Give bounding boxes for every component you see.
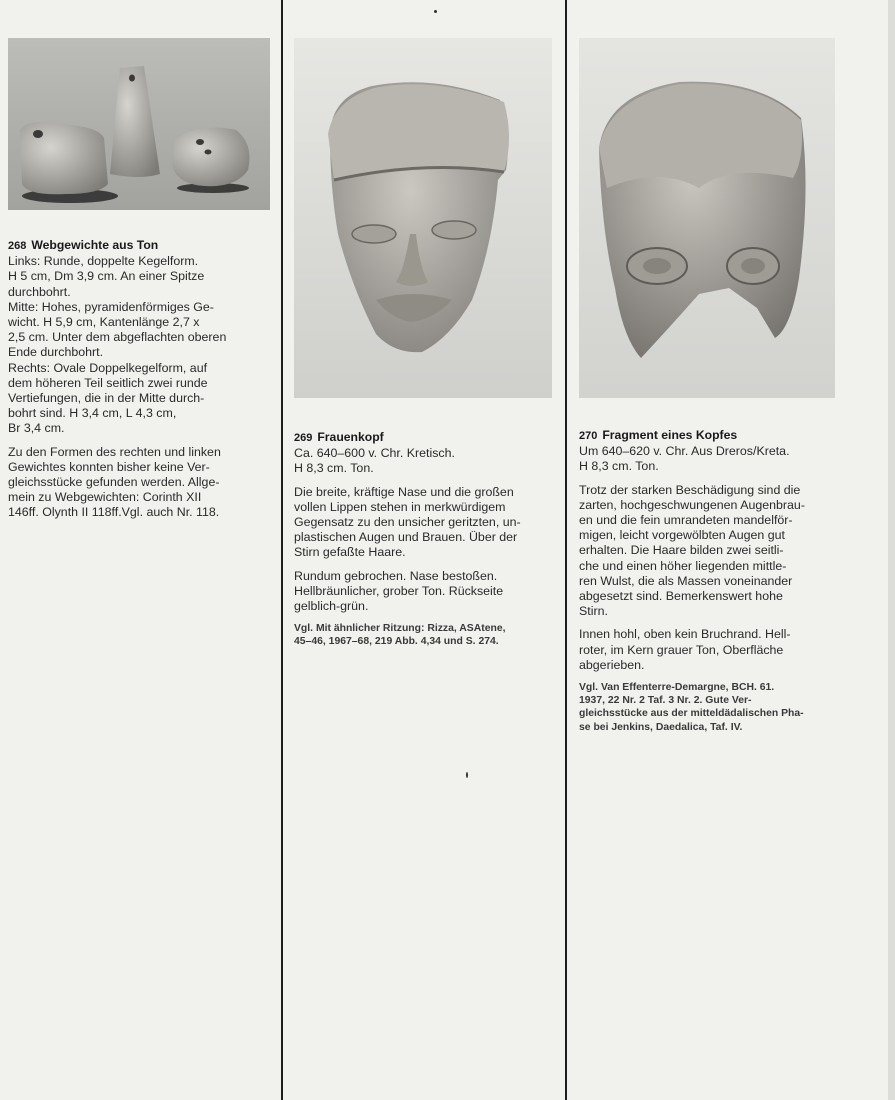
entry-268 <box>8 238 276 521</box>
column-rule-right <box>565 0 567 1100</box>
entry-270-reference <box>579 681 843 734</box>
entry-270-condition <box>579 627 843 673</box>
text-line: H 5 cm, Dm 3,9 cm. An einer Spitze <box>8 269 205 284</box>
text-line: Gegensatz zu den unsicher geritzten, un- <box>294 515 521 530</box>
entry-270 <box>579 428 843 734</box>
entry-269-reference <box>294 622 558 648</box>
reference-line: gleichsstücke aus der mitteldädalischen Pha- <box>579 708 804 720</box>
photo-loom-weights <box>8 38 270 210</box>
text-line: gleichsstücke gefunden werden. Allge- <box>8 475 220 490</box>
entry-title: Frauenkopf <box>317 430 384 444</box>
page-edge <box>888 0 895 1100</box>
reference-line: se bei Jenkins, Daedalica, Taf. IV. <box>579 721 743 733</box>
text-line: Br 3,4 cm. <box>8 421 65 436</box>
entry-title: Fragment eines Kopfes <box>602 428 738 442</box>
text-line: Die breite, kräftige Nase und die großen <box>294 484 514 499</box>
text-line: bohrt sind. H 3,4 cm, L 4,3 cm, <box>8 406 177 421</box>
text-line: H 8,3 cm. Ton. <box>294 461 374 476</box>
print-speck <box>466 772 468 778</box>
entry-title-line <box>294 430 558 446</box>
entry-269-description <box>294 485 558 561</box>
entry-title-line <box>579 428 843 444</box>
catalog-number: 268 <box>8 240 27 252</box>
catalog-number: 269 <box>294 432 313 444</box>
text-line: Innen hohl, oben kein Bruchrand. Hell- <box>579 627 791 642</box>
text-line: Rechts: Ovale Doppelkegelform, auf <box>8 360 208 375</box>
text-line: Links: Runde, doppelte Kegelform. <box>8 254 199 269</box>
print-speck <box>434 10 437 13</box>
entry-269-condition <box>294 569 558 615</box>
reference-line: 1937, 22 Nr. 2 Taf. 3 Nr. 2. Gute Ver- <box>579 695 752 707</box>
entry-270-description <box>579 483 843 620</box>
text-line: dem höheren Teil seitlich zwei runde <box>8 375 208 390</box>
text-line: ren Wulst, die als Massen voneinander <box>579 573 793 588</box>
text-line: zarten, hochgeschwungenen Augenbrau- <box>579 497 805 512</box>
text-line: Mitte: Hohes, pyramidenförmiges Ge- <box>8 299 214 314</box>
text-line: gelblich-grün. <box>294 599 369 614</box>
reference-line: Vgl. Mit ähnlicher Ritzung: Rizza, ASAtene, <box>294 623 506 635</box>
text-line: abgerieben. <box>579 657 645 672</box>
photo-woman-head <box>294 38 552 398</box>
text-line: Rundum gebrochen. Nase bestoßen. <box>294 568 498 583</box>
entry-268-commentary <box>8 445 276 521</box>
text-line: en und die fein umrandeten mandelför- <box>579 513 793 528</box>
text-line: Stirn. <box>579 604 608 619</box>
text-line: Stirn gefaßte Haare. <box>294 545 406 560</box>
text-line: Ende durchbohrt. <box>8 345 104 360</box>
entry-268-header <box>8 238 276 437</box>
text-line: Trotz der starken Beschädigung sind die <box>579 482 801 497</box>
text-line: Zu den Formen des rechten und linken <box>8 444 221 459</box>
reference-line: Vgl. Van Effenterre-Demargne, BCH. 61. <box>579 682 775 694</box>
entry-269-header <box>294 430 558 477</box>
entry-269 <box>294 430 558 649</box>
entry-270-header <box>579 428 843 475</box>
column-rule-left <box>281 0 283 1100</box>
text-line: durchbohrt. <box>8 284 71 299</box>
text-line: Gewichtes konnten bisher keine Ver- <box>8 459 210 474</box>
text-line: H 8,3 cm. Ton. <box>579 459 659 474</box>
entry-title-line <box>8 238 276 254</box>
text-line: mein zu Webgewichten: Corinth XII <box>8 490 202 505</box>
text-line: abgesetzt sind. Bemerkenswert hohe <box>579 589 783 604</box>
text-line: roter, im Kern grauer Ton, Oberfläche <box>579 642 784 657</box>
text-line: plastischen Augen und Brauen. Über der <box>294 530 518 545</box>
text-line: Um 640–620 v. Chr. Aus Dreros/Kreta. <box>579 444 790 459</box>
text-line: Hellbräunlicher, grober Ton. Rückseite <box>294 583 504 598</box>
text-line: che und einen höher liegenden mittle- <box>579 558 787 573</box>
photo-head-fragment <box>579 38 835 398</box>
text-line: migen, leicht vorgewölbten Augen gut <box>579 528 785 543</box>
text-line: wicht. H 5,9 cm, Kantenlänge 2,7 x <box>8 315 200 330</box>
text-line: 2,5 cm. Unter dem abgeflachten oberen <box>8 330 227 345</box>
text-line: erhalten. Die Haare bilden zwei seitli- <box>579 543 784 558</box>
text-line: vollen Lippen stehen in merkwürdigem <box>294 499 506 514</box>
text-line: Ca. 640–600 v. Chr. Kretisch. <box>294 446 455 461</box>
entry-title: Webgewichte aus Ton <box>31 238 159 252</box>
catalog-number: 270 <box>579 430 598 442</box>
reference-line: 45–46, 1967–68, 219 Abb. 4,34 und S. 274. <box>294 636 499 648</box>
text-line: Vertiefungen, die in der Mitte durch- <box>8 391 205 406</box>
text-line: 146ff. Olynth II 118ff.Vgl. auch Nr. 118. <box>8 505 220 520</box>
